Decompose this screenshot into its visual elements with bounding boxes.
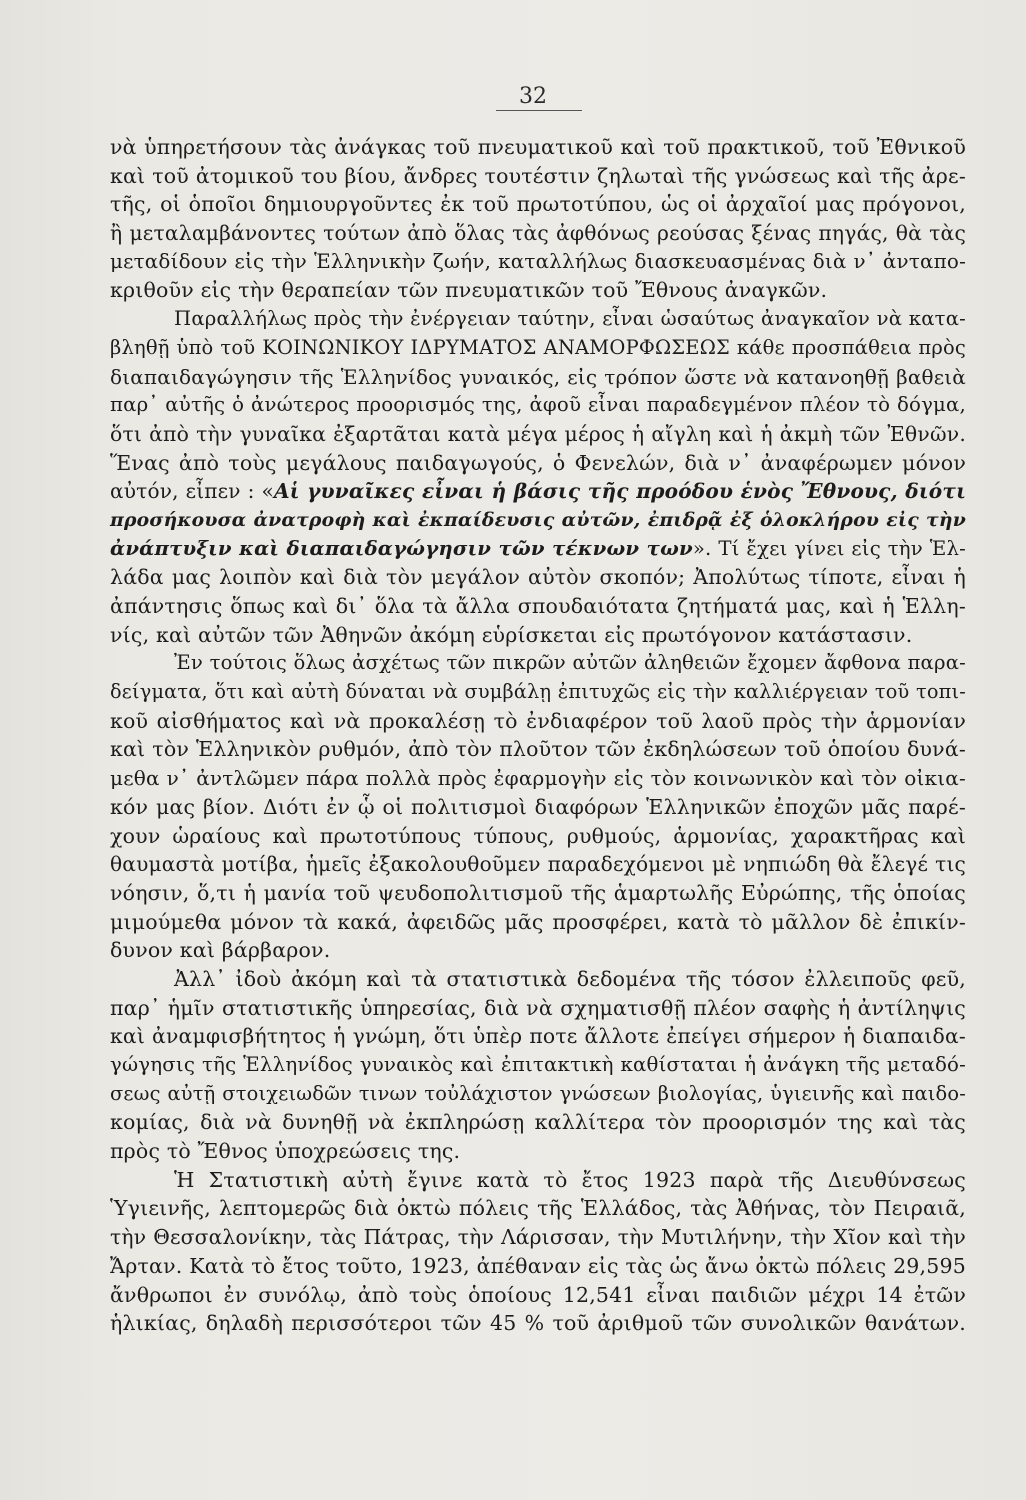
text-line: κομίας, διὰ νὰ δυνηθῇ νὰ ἐκπληρώσῃ καλλίτερα τὸν προορισμόν της καὶ τὰς	[110, 1110, 966, 1135]
page-number: 32	[519, 84, 547, 109]
text-line: Ἄρταν. Κατὰ τὸ ἔτος τοῦτο, 1923, ἀπέθαναν εἰς τὰς ὡς ἄνω ὀκτὼ πόλεις 29,595	[110, 1253, 966, 1278]
text-line: μεταδίδουν εἰς τὴν Ἑλληνικὴν ζωήν, καταλλήλως διασκευασμένας διὰ ν᾽ ἀνταπο-	[110, 249, 966, 273]
text-line: καὶ ἀναμφισβήτητος ἡ γνώμη, ὅτι ὑπὲρ ποτε ἄλλοτε ἐπείγει σήμερον ἡ διαπαιδα-	[110, 1024, 966, 1049]
text-line: καὶ τοῦ ἀτομικοῦ του βίου, ἄνδρες τουτέστιν ζηλωταὶ τῆς γνώσεως καὶ τῆς ἀρε-	[110, 163, 966, 188]
text-line: ἄνθρωποι ἐν συνόλῳ, ἀπὸ τοὺς ὁποίους 12,541 εἶναι παιδιῶν μέχρι 14 ἐτῶν	[110, 1282, 966, 1307]
text-line: τὴν Θεσσαλονίκην, τὰς Πάτρας, τὴν Λάρισσαν, τὴν Μυτιλήνην, τὴν Χῖον καὶ τὴν	[110, 1225, 966, 1250]
text-line: κριθοῦν εἰς τὴν θεραπείαν τῶν πνευματικῶν τοῦ Ἔθνους ἀναγκῶν.	[110, 278, 828, 303]
body-text	[110, 133, 966, 1338]
page-number-rule	[496, 110, 582, 111]
text-line: λάδα μας λοιπὸν καὶ διὰ τὸν μεγάλον αὐτὸν σκοπόν; Ἀπολύτως τίποτε, εἶναι ἡ	[110, 565, 966, 590]
text-line: πρὸς τὸ Ἔθνος ὑποχρεώσεις της.	[110, 1139, 461, 1164]
text-line: ἀπάντησις ὅπως καὶ δι᾽ ὅλα τὰ ἄλλα σπουδαιότατα ζητήματά μας, καὶ ἡ Ἑλλη-	[110, 594, 966, 618]
text-line: χουν ὡραίους καὶ πρωτοτύπους τύπους, ρυθμούς, ἁρμονίας, χαρακτῆρας καὶ	[110, 823, 966, 848]
text-line: μεθα ν᾽ ἀντλῶμεν πάρα πολλὰ πρὸς ἐφαρμογὴν εἰς τὸν κοινωνικὸν καὶ τὸν οἰκια-	[110, 766, 966, 791]
text-line: δείγματα, ὅτι καὶ αὐτὴ δύναται νὰ συμβάλῃ ἐπιτυχῶς εἰς τὴν καλλιέργειαν τοῦ τοπι-	[110, 680, 966, 704]
text-line: δυνον καὶ βάρβαρον.	[110, 938, 331, 963]
text-line: σεως αὐτῇ στοιχειωδῶν τινων τοὐλάχιστον γνώσεων βιολογίας, ὑγιεινῆς καὶ παιδο-	[110, 1081, 966, 1105]
text-line: καὶ τὸν Ἑλληνικὸν ρυθμόν, ἀπὸ τὸν πλοῦτον τῶν ἐκδηλώσεων τοῦ ὁποίου δυνά-	[110, 737, 966, 762]
text-line: Ἕνας ἀπὸ τοὺς μεγάλους παιδαγωγούς, ὁ Φενελών, διὰ ν᾽ ἀναφέρωμεν μόνον	[110, 450, 966, 475]
text-segment: αὐτόν, εἶπεν : «	[110, 479, 274, 504]
text-line: νίς, καὶ αὐτῶν τῶν Ἀθηνῶν ἀκόμη εὑρίσκεται εἰς πρωτόγονον κατάστασιν.	[110, 622, 913, 647]
text-line: θαυμαστὰ μοτίβα, ἡμεῖς ἐξακολουθοῦμεν παραδεχόμενοι μὲ νηπιώδη θὰ ἔλεγέ τις	[110, 852, 966, 877]
text-line: γώγησις τῆς Ἑλληνίδος γυναικὸς καὶ ἐπιτακτικὴ καθίσταται ἡ ἀνάγκη τῆς μεταδό-	[110, 1053, 966, 1076]
text-line: Παραλλήλως πρὸς τὴν ἐνέργειαν ταύτην, εἶναι ὡσαύτως ἀναγκαῖον νὰ κατα-	[174, 307, 966, 331]
text-line: ἢ μεταλαμβάνοντες τούτων ἀπὸ ὅλας τὰς ἀφθόνως ρεούσας ξένας πηγάς, θὰ τὰς	[110, 221, 966, 246]
quote-line: προσήκουσα ἀνατροφὴ καὶ ἐκπαίδευσις αὐτῶν, ἐπιδρᾷ ἐξ ὁλοκλήρου εἰς τὴν	[110, 508, 966, 531]
text-line: Ἡ Στατιστικὴ αὐτὴ ἔγινε κατὰ τὸ ἔτος 1923 παρὰ τῆς Διευθύνσεως	[174, 1167, 966, 1192]
text-line: νόησιν, ὅ,τι ἡ μανία τοῦ ψευδοπολιτισμοῦ τῆς ἁμαρτωλῆς Εὐρώπης, τῆς ὁποίας	[110, 880, 966, 905]
text-line: βληθῇ ὑπὸ τοῦ ΚΟΙΝΩΝΙΚΟΥ ΙΔΡΥΜΑΤΟΣ ΑΝΑΜΟΡΦΩΣΕΩΣ κάθε προσπάθεια πρὸς	[110, 335, 966, 359]
quote-segment: ἀνάπτυξιν καὶ διαπαιδαγώγησιν τῶν τέκνων των	[110, 536, 693, 560]
text-line: Ὑγιεινῆς, λεπτομερῶς διὰ ὀκτὼ πόλεις τῆς Ἑλλάδος, τὰς Ἀθήνας, τὸν Πειραιᾶ,	[110, 1196, 966, 1221]
text-line: Ἐν τούτοις ὅλως ἀσχέτως τῶν πικρῶν αὐτῶν ἀληθειῶν ἔχομεν ἄφθονα παρα-	[174, 651, 966, 675]
text-line: Ἀλλ᾽ ἰδοὺ ἀκόμη καὶ τὰ στατιστικὰ δεδομένα τῆς τόσον ἐλλειποῦς φεῦ,	[174, 966, 966, 991]
text-line: διαπαιδαγώγησιν τῆς Ἑλληνίδος γυναικός, εἰς τρόπον ὥστε νὰ κατανοηθῇ βαθειὰ	[110, 364, 966, 389]
text-line: παρ᾽ αὐτῆς ὁ ἀνώτερος προορισμός της, ἀφοῦ εἶναι παραδεγμένον πλέον τὸ δόγμα,	[110, 393, 966, 417]
text-line: μιμούμεθα μόνον τὰ κακά, ἀφειδῶς μᾶς προσφέρει, κατὰ τὸ μᾶλλον δὲ ἐπικίν-	[110, 909, 966, 934]
text-line: ἡλικίας, δηλαδὴ περισσότεροι τῶν 45 % τοῦ ἀριθμοῦ τῶν συνολικῶν θανάτων.	[110, 1311, 966, 1336]
text-line: κοῦ αἰσθήματος καὶ νὰ προκαλέσῃ τὸ ἐνδιαφέρον τοῦ λαοῦ πρὸς τὴν ἁρμονίαν	[110, 708, 966, 733]
quote-segment: Αἱ γυναῖκες εἶναι ἡ βάσις τῆς προόδου ἑνὸς Ἔθνους, διότι	[273, 479, 966, 504]
text-line: νὰ ὑπηρετήσουν τὰς ἀνάγκας τοῦ πνευματικοῦ καὶ τοῦ πρακτικοῦ, τοῦ Ἐθνικοῦ	[110, 135, 966, 159]
text-segment: ». Τί ἔχει γίνει εἰς τὴν Ἑλ-	[692, 536, 966, 560]
text-line	[110, 477, 966, 506]
text-line: παρ᾽ ἡμῖν στατιστικῆς ὑπηρεσίας, διὰ νὰ σχηματισθῇ πλέον σαφὴς ἡ ἀντίληψις	[110, 995, 966, 1020]
text-line: ὅτι ἀπὸ τὴν γυναῖκα ἐξαρτᾶται κατὰ μέγα μέρος ἡ αἴγλη καὶ ἡ ἀκμὴ τῶν Ἐθνῶν.	[110, 421, 966, 446]
text-line: κόν μας βίον. Διότι ἐν ᾧ οἱ πολιτισμοὶ διαφόρων Ἑλληνικῶν ἐποχῶν μᾶς παρέ-	[110, 794, 966, 819]
text-line	[110, 535, 966, 564]
text-line: τῆς, οἱ ὁποῖοι δημιουργοῦντες ἐκ τοῦ πρωτοτύπου, ὡς οἱ ἀρχαῖοί μας πρόγονοι,	[110, 192, 966, 217]
